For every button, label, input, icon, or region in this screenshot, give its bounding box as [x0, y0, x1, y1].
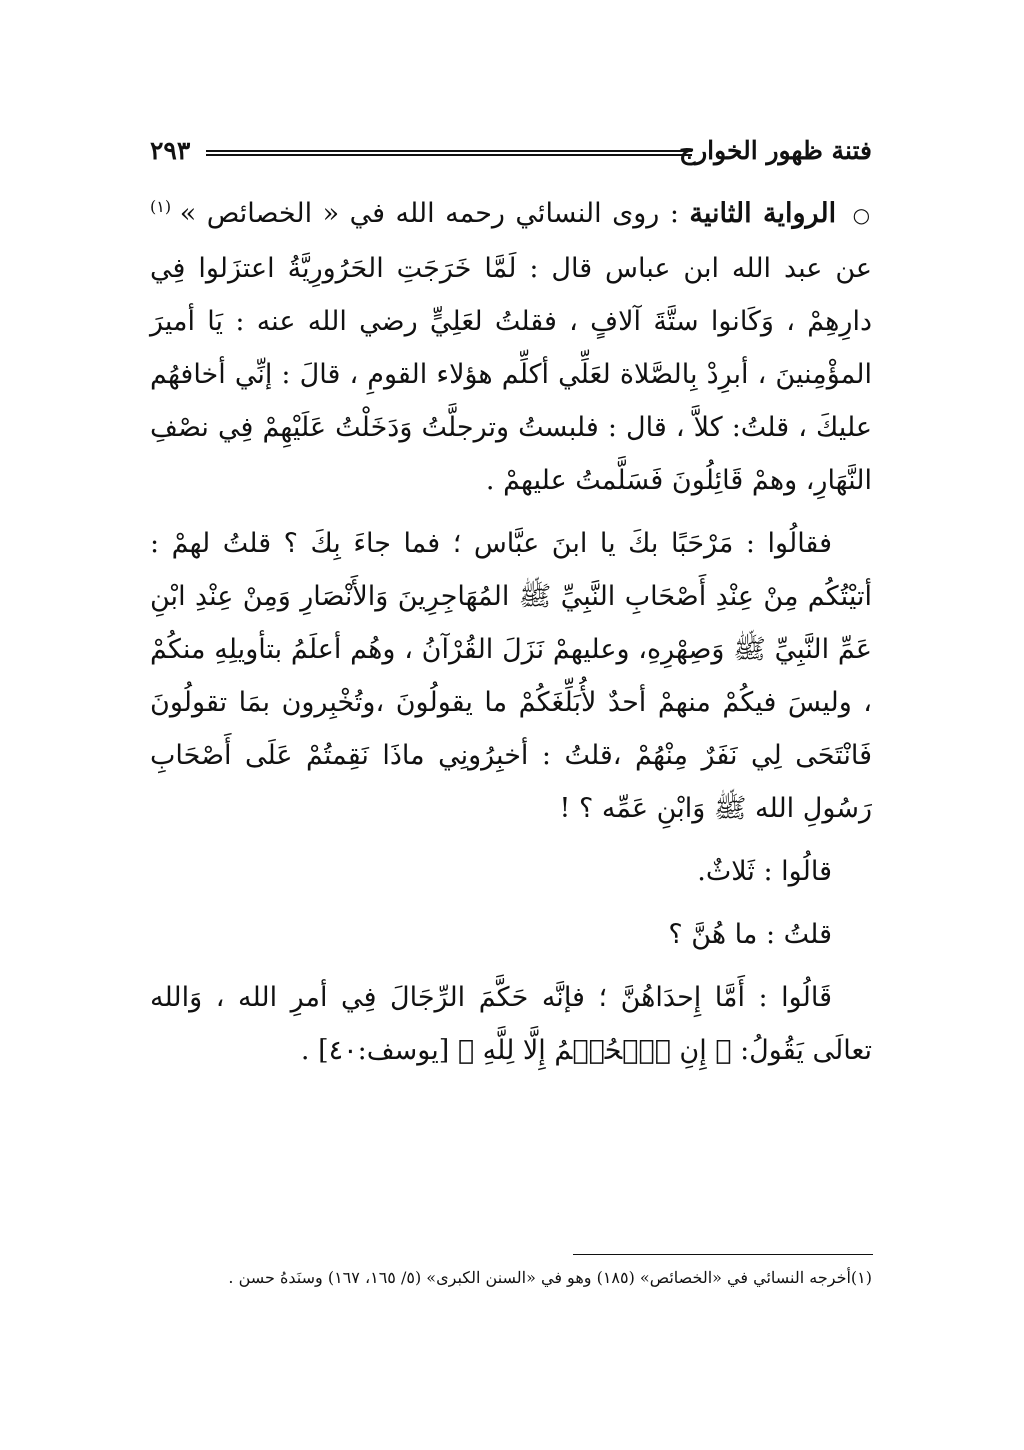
running-title: فتنة ظهور الخوارج: [678, 136, 872, 165]
paragraph-1: [150, 180, 872, 507]
paragraph-4: قلتُ : ما هُنَّ ؟: [668, 919, 832, 950]
paragraph-5: قَالُوا : أَمَّا إِحدَاهُنَّ ؛ فإنَّه حَكَّمَ الرِّجَالَ فِي أمرِ الله ، وَالله تعالَى يَقُولُ: ﴿ إِنِ ٱلۡحُكۡمُ إِلَّا لِلَّهِ ﴾ [يوسف:٤٠] .: [150, 982, 872, 1066]
main-text: [150, 180, 872, 1077]
footnote: (١)أخرجه النسائي في «الخصائص» (١٨٥) وهو في «السنن الكبرى» (٥/ ١٦٥، ١٦٧) وسنَدهُ حسن .: [228, 1268, 872, 1287]
footnote-separator: [573, 1254, 873, 1255]
page-number: ٢٩٣: [150, 136, 191, 165]
paragraph-tail: عن عبد الله ابن عباس قال : لَمَّا خَرَجَتِ الحَرُورِيَّةُ اعتزَلوا فِي دارِهِمْ ، وَكَانوا ستَّةَ آلافٍ ، فقلتُ لعَلِيٍّ رضي الله عنه : يَا أميرَ المؤْمِنينَ ، أبرِدْ بِالصَّلاة لعَلِّي أكلِّم هؤلاء القومِ ، قالَ : إنِّي أخافهُم عليكَ ، قلتُ: كلاَّ ، قال : فلبستُ وترجلَّتُ وَدَخَلْتُ عَلَيْهِمْ فِي نصْفِ النَّهَارِ، وهمْ قَائِلُونَ فَسَلَّمتُ عليهمْ .: [150, 253, 872, 496]
paragraph-lead: الرواية الثانية: [689, 198, 837, 229]
paragraph-3: قالُوا : ثَلاثٌ.: [697, 856, 832, 887]
page-header: [150, 136, 872, 176]
paragraph-2: فقالُوا : مَرْحَبًا بكَ يا ابنَ عبَّاس ؛ فما جاءَ بِكَ ؟ قلتُ لهمْ : أتيْتُكُم مِنْ عِنْدِ أَصْحَابِ النَّبِيِّ ﷺ المُهَاجِرِينَ وَالأَنْصَارِ وَمِنْ عِنْدِ ابْنِ عَمِّ النَّبِيِّ ﷺ وَصِهْرِهِ، وعليهمْ نَزَلَ القُرْآنُ ، وهُم أعلَمُ بتأويلِهِ منكُمْ ، وليسَ فيكُمْ منهمْ أحدٌ لأُبَلِّغَكُمْ ما يقولُونَ ،وتُخْبِرون بمَا تقولُونَ فَانْتَحَى لِي نَفَرٌ مِنْهُمْ ،قلتُ : أخبِرُونِي ماذَا نَقِمتُمْ عَلَى أَصْحَابِ رَسُولِ الله ﷺ وَابْنِ عَمِّه ؟ !: [150, 528, 872, 824]
header-double-rule: [206, 150, 692, 156]
footnote-reference[interactable]: (١): [150, 197, 172, 216]
paragraph-text: : روى النسائي رحمه الله في « الخصائص »: [179, 198, 679, 229]
circle-bullet-icon: ○: [852, 203, 872, 227]
